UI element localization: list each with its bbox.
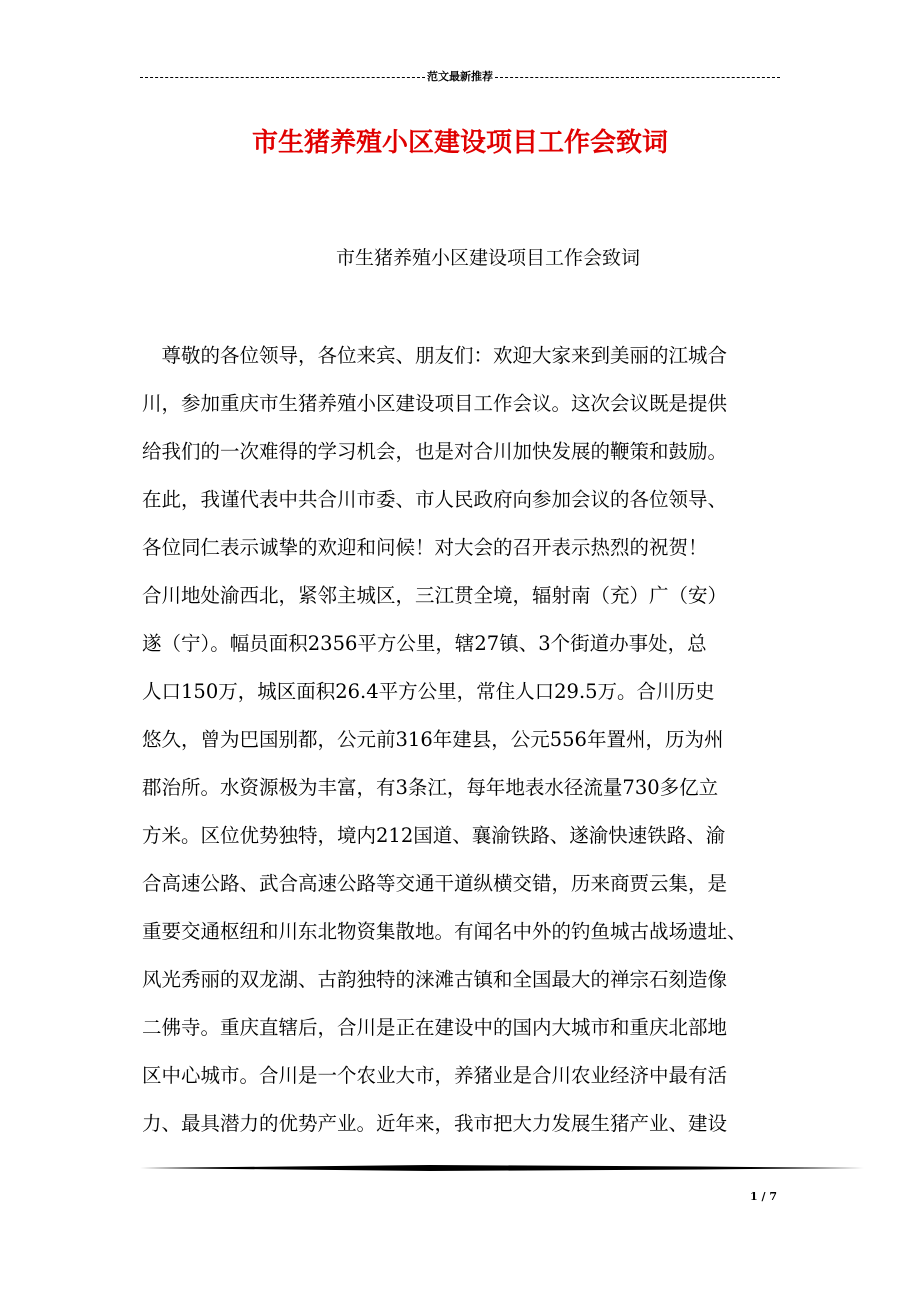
body-line: 各位同仁表示诚挚的欢迎和问候！对大会的召开表示热烈的祝贺！ [142, 536, 708, 559]
body-line: 郡治所。水资源极为丰富，有3条江，每年地表水径流量730多亿立 [142, 776, 719, 799]
document-body [142, 338, 792, 1154]
body-line: 人口150万，城区面积26.4平方公里，常住人口29.5万。合川历史 [142, 680, 715, 703]
body-line: 力、最具潜力的优势产业。近年来，我市把大力发展生猪产业、建设 [142, 1112, 728, 1135]
body-line: 尊敬的各位领导，各位来宾、朋友们：欢迎大家来到美丽的江城合 [142, 344, 728, 367]
header-banner [140, 66, 780, 86]
body-line: 在此，我谨代表中共合川市委、市人民政府向参加会议的各位领导、 [142, 488, 728, 511]
body-line: 二佛寺。重庆直辖后，合川是正在建设中的国内大城市和重庆北部地 [142, 1016, 728, 1039]
body-line: 川，参加重庆市生猪养殖小区建设项目工作会议。这次会议既是提供 [142, 392, 728, 415]
body-line: 合高速公路、武合高速公路等交通干道纵横交错，历来商贾云集，是 [142, 872, 728, 895]
body-line: 给我们的一次难得的学习机会，也是对合川加快发展的鞭策和鼓励。 [142, 440, 728, 463]
header-banner-text: 范文最新推荐 [427, 70, 493, 83]
page-number: 1 / 7 [750, 1190, 777, 1203]
body-line: 重要交通枢纽和川东北物资集散地。有闻名中外的钓鱼城古战场遗址、 [142, 920, 747, 943]
body-line: 风光秀丽的双龙湖、古韵独特的涞滩古镇和全国最大的禅宗石刻造像 [142, 968, 728, 991]
document-subtitle: 市生猪养殖小区建设项目工作会致词 [336, 247, 641, 269]
body-line: 悠久，曾为巴国别都，公元前316年建县，公元556年置州，历为州 [142, 728, 724, 751]
body-line: 区中心城市。合川是一个农业大市，养猪业是合川农业经济中最有活 [142, 1064, 728, 1087]
body-line: 遂（宁）。幅员面积2356平方公里，辖27镇、3个街道办事处，总 [142, 632, 707, 655]
footer-divider [140, 1161, 864, 1175]
body-line: 合川地处渝西北，紧邻主城区，三江贯全境，辐射南（充）广（安） [142, 584, 728, 607]
header-dash-left [140, 77, 425, 78]
header-dash-right [495, 77, 780, 78]
body-line: 方米。区位优势独特，境内212国道、襄渝铁路、遂渝快速铁路、渝 [142, 824, 726, 847]
document-title: 市生猪养殖小区建设项目工作会致词 [251, 128, 668, 158]
